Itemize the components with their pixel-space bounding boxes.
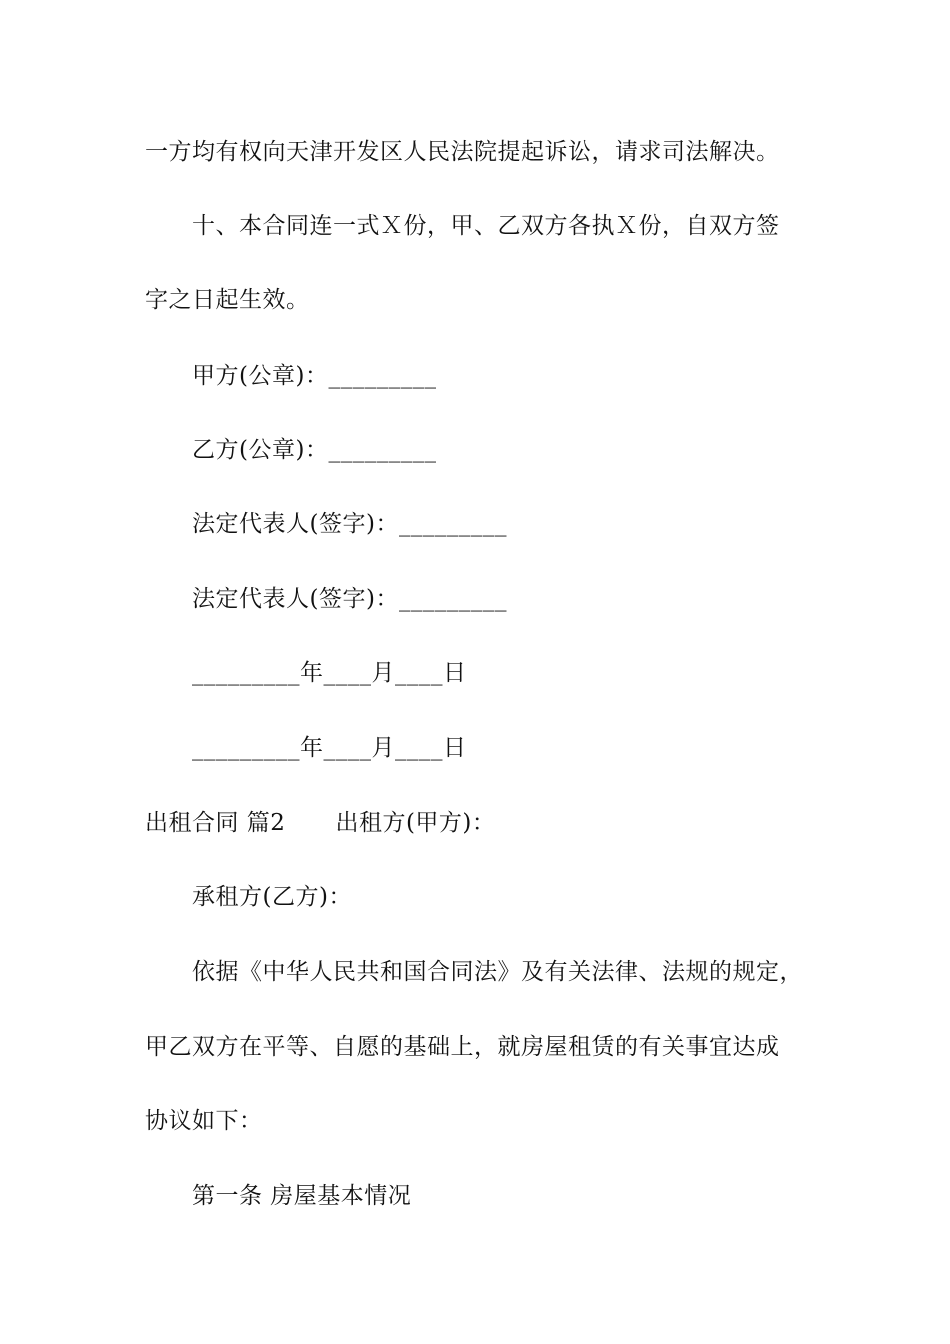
paragraph-line: 协议如下： xyxy=(145,1108,263,1134)
paragraph-line: 十、本合同连一式Ｘ份，甲、乙双方各执Ｘ份，自双方签 xyxy=(192,213,780,239)
paragraph-line: 甲乙双方在平等、自愿的基础上，就房屋租赁的有关事宜达成 xyxy=(145,1034,780,1060)
paragraph-line: 一方均有权向天津开发区人民法院提起诉讼，请求司法解决。 xyxy=(145,139,780,165)
lessor-label: 出租方(甲方)： xyxy=(335,810,496,836)
section-title: 出租合同 篇2 xyxy=(145,810,286,836)
signature-line-party-b: 乙方(公章)：_________ xyxy=(192,437,437,463)
paragraph-line: 字之日起生效。 xyxy=(145,287,310,313)
paragraph-line: 依据《中华人民共和国合同法》及有关法律、法规的规定， xyxy=(192,959,803,985)
section-heading-line xyxy=(145,808,495,838)
date-line: _________年____月____日 xyxy=(192,735,467,761)
signature-line-representative: 法定代表人(签字)：_________ xyxy=(192,586,507,612)
lessee-label: 承租方(乙方)： xyxy=(192,884,352,910)
signature-line-party-a: 甲方(公章)：_________ xyxy=(192,363,437,389)
signature-line-representative: 法定代表人(签字)：_________ xyxy=(192,511,507,537)
article-heading: 第一条 房屋基本情况 xyxy=(192,1183,412,1209)
date-line: _________年____月____日 xyxy=(192,660,467,686)
